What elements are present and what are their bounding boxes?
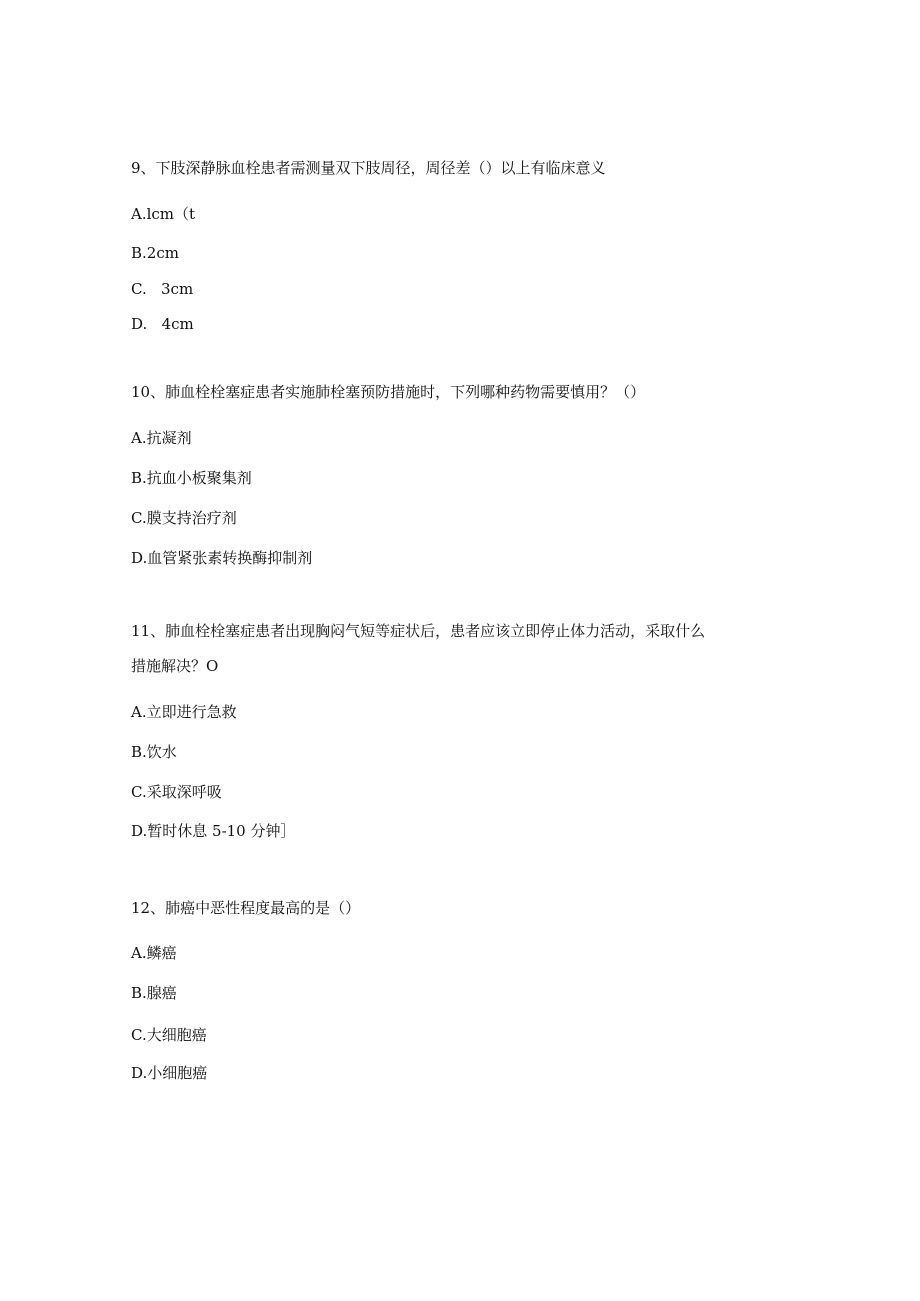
question-11-option-d: D.暂时休息 5-10 分钟］ — [131, 822, 296, 840]
question-11-option-c: C.采取深呼吸 — [131, 783, 222, 801]
question-11-stem-line-1: 11、肺血栓栓塞症患者出现胸闷气短等症状后，患者应该立即停止体力活动，采取什么 — [131, 622, 706, 640]
question-9-option-c: C. 3cm — [131, 280, 194, 298]
question-9-option-a: A.lcm（t — [131, 205, 196, 223]
question-10-option-b: B.抗血小板聚集剂 — [131, 469, 252, 487]
question-12-option-d: D.小细胞癌 — [131, 1064, 208, 1082]
question-12-option-a: A.鳞癌 — [131, 944, 177, 962]
question-10-option-a: A.抗凝剂 — [131, 429, 192, 447]
question-9-option-d: D. 4cm — [131, 315, 194, 333]
question-10-option-c: C.膜支持治疗剂 — [131, 509, 237, 527]
question-9-stem: 9、下肢深静脉血栓患者需测量双下肢周径，周径差（）以上有临床意义 — [131, 159, 606, 177]
question-12-option-b: B.腺癌 — [131, 984, 177, 1002]
question-10-stem: 10、肺血栓栓塞症患者实施肺栓塞预防措施时，下列哪种药物需要慎用？（） — [131, 383, 646, 401]
question-10-option-d: D.血管紧张素转换酶抑制剂 — [131, 549, 313, 567]
question-9-option-b: B.2cm — [131, 244, 179, 262]
question-12-option-c: C.大细胞癌 — [131, 1026, 207, 1044]
question-11-option-a: A.立即进行急救 — [131, 703, 237, 721]
question-11-stem-line-2: 措施解决？O — [131, 657, 219, 675]
question-11-option-b: B.饮水 — [131, 743, 177, 761]
question-12-stem: 12、肺癌中恶性程度最高的是（） — [131, 899, 361, 917]
